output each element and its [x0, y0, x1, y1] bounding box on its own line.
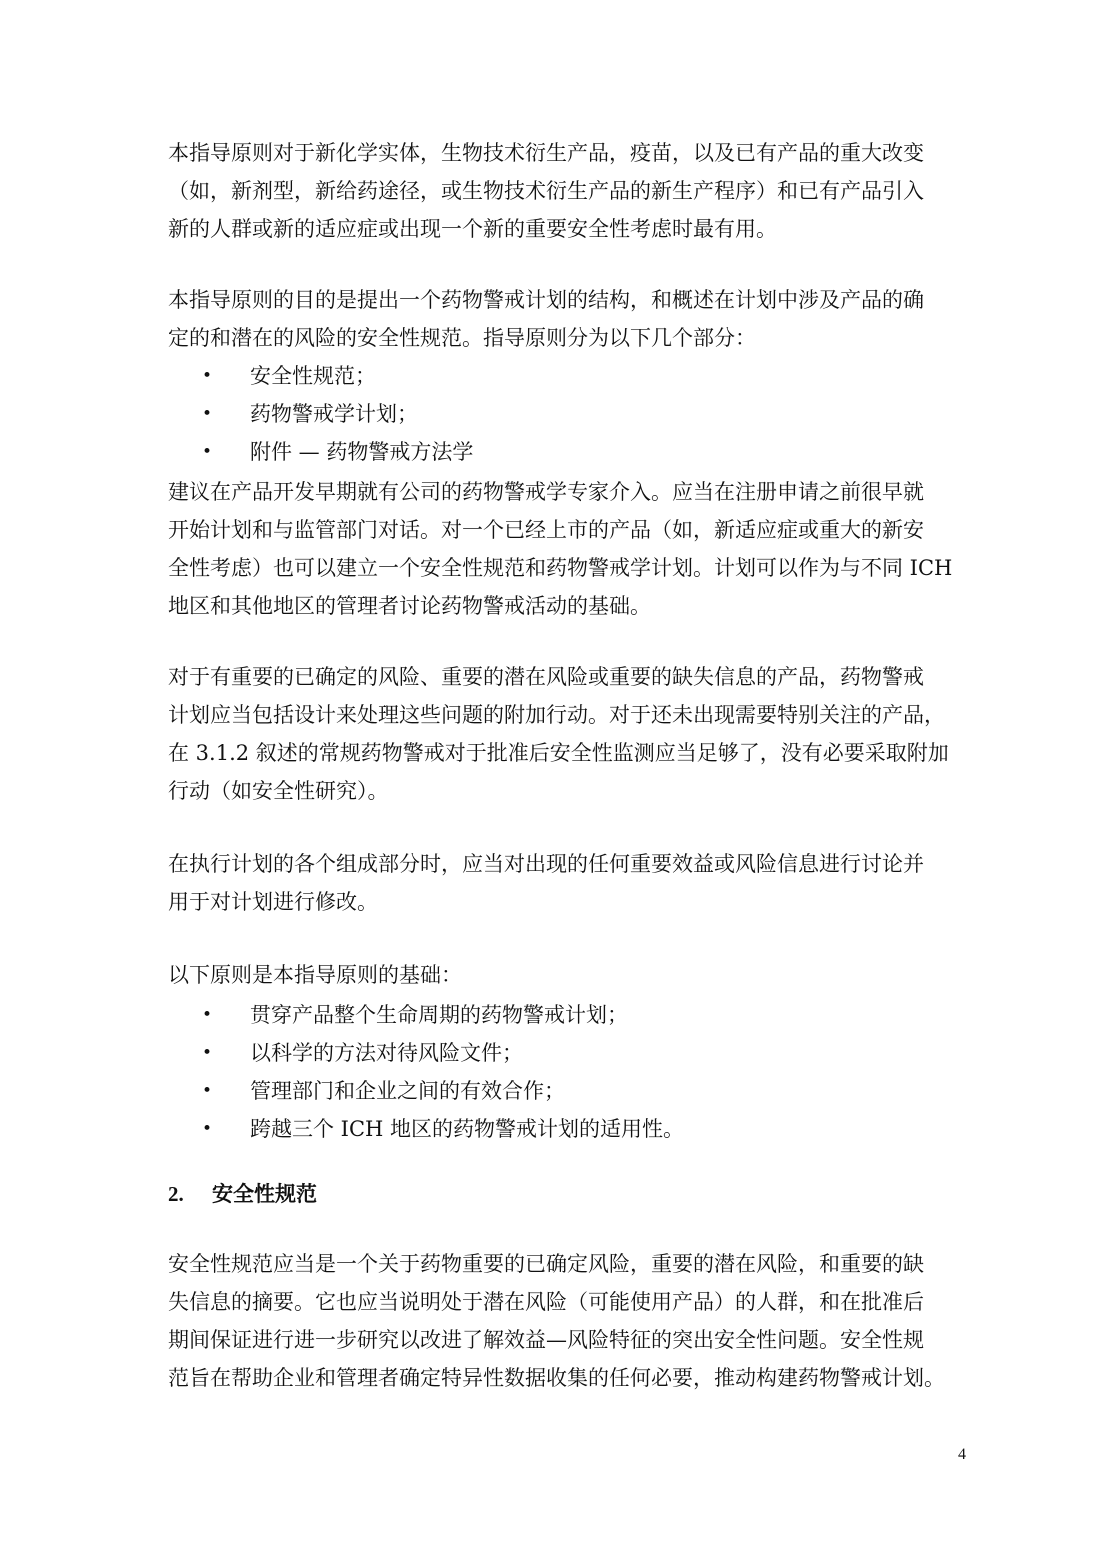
paragraph-6-line: 以下原则是本指导原则的基础：	[168, 963, 462, 987]
paragraph-1-line: （如，新剂型，新给药途径，或生物技术衍生产品的新生产程序）和已有产品引入	[168, 179, 924, 203]
section-heading	[168, 1175, 317, 1213]
list-item: 管理部门和企业之间的有效合作；	[250, 1079, 565, 1103]
paragraph-4-line: 计划应当包括设计来处理这些问题的附加行动。对于还未出现需要特别关注的产品，	[168, 703, 945, 727]
list-item: 跨越三个 ICH 地区的药物警戒计划的适用性。	[250, 1117, 685, 1141]
bullet-icon: •	[202, 1005, 213, 1025]
paragraph-1-line: 本指导原则对于新化学实体，生物技术衍生产品，疫苗，以及已有产品的重大改变	[168, 141, 924, 165]
paragraph-7-line: 期间保证进行进一步研究以改进了解效益—风险特征的突出安全性问题。安全性规	[168, 1328, 924, 1352]
bullet-icon: •	[202, 1043, 213, 1063]
paragraph-7-line: 安全性规范应当是一个关于药物重要的已确定风险，重要的潜在风险，和重要的缺	[168, 1252, 924, 1276]
paragraph-3-line: 开始计划和与监管部门对话。对一个已经上市的产品（如，新适应症或重大的新安	[168, 518, 924, 542]
section-number: 2.	[168, 1182, 184, 1206]
paragraph-5-line: 在执行计划的各个组成部分时，应当对出现的任何重要效益或风险信息进行讨论并	[168, 852, 924, 876]
bullet-icon: •	[202, 442, 213, 462]
paragraph-3-line: 地区和其他地区的管理者讨论药物警戒活动的基础。	[168, 594, 651, 618]
bullet-icon: •	[202, 1081, 213, 1101]
paragraph-2-line: 本指导原则的目的是提出一个药物警戒计划的结构，和概述在计划中涉及产品的确	[168, 288, 924, 312]
list-item: 附件 — 药物警戒方法学	[250, 440, 474, 464]
list-item: 以科学的方法对待风险文件；	[250, 1041, 523, 1065]
bullet-icon: •	[202, 404, 213, 424]
bullet-icon: •	[202, 1119, 213, 1139]
paragraph-5-line: 用于对计划进行修改。	[168, 890, 378, 914]
paragraph-7-line: 失信息的摘要。它也应当说明处于潜在风险（可能使用产品）的人群，和在批准后	[168, 1290, 924, 1314]
paragraph-4-line: 对于有重要的已确定的风险、重要的潜在风险或重要的缺失信息的产品，药物警戒	[168, 665, 924, 689]
paragraph-4-line: 在 3.1.2 叙述的常规药物警戒对于批准后安全性监测应当足够了，没有必要采取附加	[168, 741, 949, 765]
bullet-icon: •	[202, 366, 213, 386]
paragraph-3-line: 建议在产品开发早期就有公司的药物警戒学专家介入。应当在注册申请之前很早就	[168, 480, 924, 504]
paragraph-2-line: 定的和潜在的风险的安全性规范。指导原则分为以下几个部分：	[168, 326, 756, 350]
list-item: 贯穿产品整个生命周期的药物警戒计划；	[250, 1003, 628, 1027]
paragraph-3-line: 全性考虑）也可以建立一个安全性规范和药物警戒学计划。计划可以作为与不同 ICH	[168, 556, 953, 580]
paragraph-4-line: 行动（如安全性研究）。	[168, 779, 389, 803]
list-item: 安全性规范；	[250, 364, 376, 388]
section-title: 安全性规范	[212, 1181, 317, 1206]
page-number: 4	[958, 1446, 966, 1463]
paragraph-1-line: 新的人群或新的适应症或出现一个新的重要安全性考虑时最有用。	[168, 217, 777, 241]
list-item: 药物警戒学计划；	[250, 402, 418, 426]
paragraph-7-line: 范旨在帮助企业和管理者确定特异性数据收集的任何必要，推动构建药物警戒计划。	[168, 1366, 945, 1390]
